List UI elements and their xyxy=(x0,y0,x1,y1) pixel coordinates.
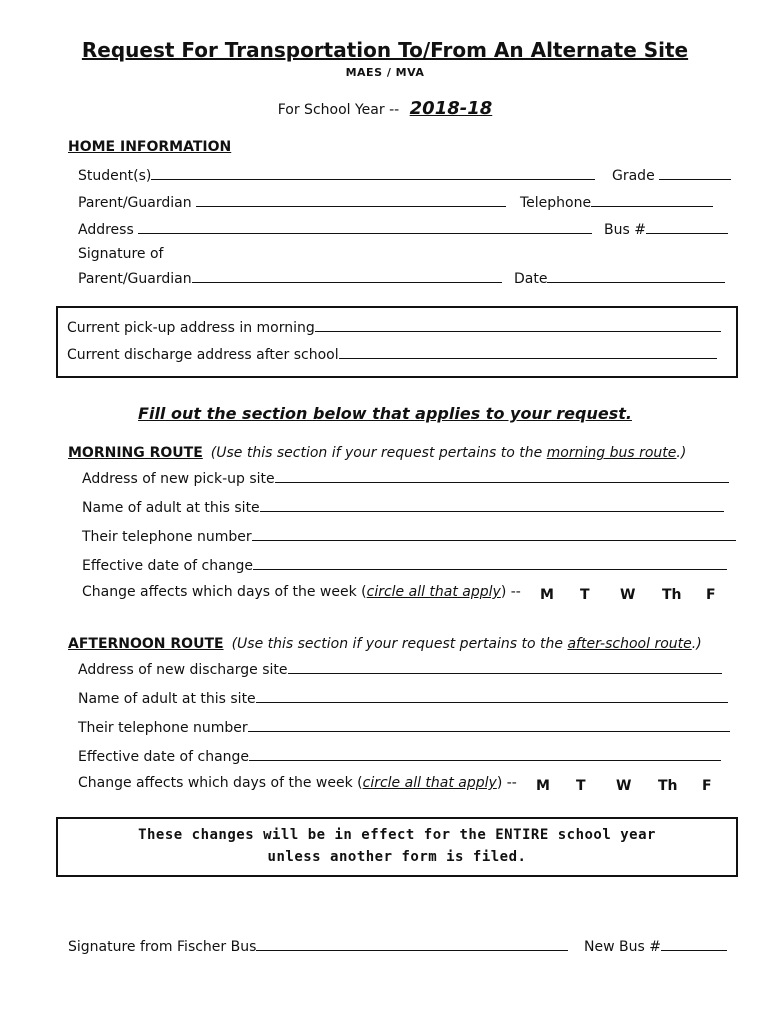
afternoon-field-3 xyxy=(78,717,730,736)
parent-sig-label: Parent/Guardian xyxy=(78,271,192,287)
fill-out-heading: Fill out the section below that applies to your request. xyxy=(138,404,632,423)
grade-label: Grade xyxy=(612,168,655,184)
afternoon-route-heading-row xyxy=(68,633,702,652)
morning-day-f[interactable]: F xyxy=(706,587,716,603)
afternoon-field-1 xyxy=(78,659,722,678)
morning-route-heading: MORNING ROUTE xyxy=(68,445,203,461)
afternoon-new-discharge-label: Address of new discharge site xyxy=(78,662,288,678)
morning-new-pickup-label: Address of new pick-up site xyxy=(82,471,275,487)
morning-field-3 xyxy=(82,526,736,545)
afternoon-adult-label: Name of adult at this site xyxy=(78,691,256,707)
new-bus-row xyxy=(584,936,727,955)
address-label: Address xyxy=(78,222,134,238)
address-field[interactable] xyxy=(138,219,592,234)
afternoon-day-m[interactable]: M xyxy=(536,778,550,794)
afternoon-days-row xyxy=(78,775,517,791)
school-year-label: For School Year -- xyxy=(277,102,400,118)
morning-instructions: (Use this section if your request pertains to the morning bus route.) xyxy=(210,445,687,461)
morning-date-label: Effective date of change xyxy=(82,558,254,574)
morning-days-row xyxy=(82,584,521,600)
parent-label: Parent/Guardian xyxy=(78,195,192,211)
new-bus-label: New Bus # xyxy=(584,939,661,955)
current-pickup-label: Current pick-up address in morning xyxy=(67,320,315,336)
parent-row xyxy=(78,192,506,211)
school-year-value: 2018-18 xyxy=(409,98,493,119)
morning-days-label-post: ) -- xyxy=(500,584,521,600)
afternoon-day-th[interactable]: Th xyxy=(658,778,678,794)
morning-days-label-pre: Change affects which days of the week ( xyxy=(82,584,367,600)
form-subtitle: MAES / MVA xyxy=(345,66,425,79)
afternoon-new-discharge-field[interactable] xyxy=(288,659,722,674)
morning-days-link: circle all that apply xyxy=(366,584,501,600)
bus-label: Bus # xyxy=(604,222,646,238)
afternoon-date-label: Effective date of change xyxy=(78,749,250,765)
current-pickup-row xyxy=(67,317,721,336)
parent-sig-row xyxy=(78,268,502,287)
afternoon-days xyxy=(536,775,712,794)
signature-of-label: Signature of xyxy=(78,246,164,262)
afternoon-route-heading: AFTERNOON ROUTE xyxy=(68,636,224,652)
fischer-signature-row xyxy=(68,936,568,955)
morning-day-w[interactable]: W xyxy=(620,587,636,603)
afternoon-adult-field[interactable] xyxy=(256,688,728,703)
students-field[interactable] xyxy=(151,165,595,180)
afternoon-day-t[interactable]: T xyxy=(576,778,586,794)
afternoon-date-field[interactable] xyxy=(249,746,721,761)
parent-field[interactable] xyxy=(196,192,506,207)
grade-field[interactable] xyxy=(659,165,731,180)
home-info-heading: HOME INFORMATION xyxy=(68,139,232,155)
telephone-row xyxy=(520,192,713,211)
afternoon-phone-field[interactable] xyxy=(248,717,730,732)
students-label: Student(s) xyxy=(78,168,152,184)
morning-date-field[interactable] xyxy=(253,555,727,570)
date-label: Date xyxy=(514,271,548,287)
fischer-signature-field[interactable] xyxy=(256,936,568,951)
notice-line-1: These changes will be in effect for the ENTIRE school year xyxy=(138,827,656,843)
new-bus-field[interactable] xyxy=(661,936,727,951)
morning-adult-label: Name of adult at this site xyxy=(82,500,260,516)
telephone-field[interactable] xyxy=(591,192,713,207)
fischer-signature-label: Signature from Fischer Bus xyxy=(68,939,257,955)
morning-field-1 xyxy=(82,468,729,487)
afternoon-field-4 xyxy=(78,746,721,765)
morning-new-pickup-field[interactable] xyxy=(275,468,729,483)
afternoon-phone-label: Their telephone number xyxy=(78,720,248,736)
morning-day-t[interactable]: T xyxy=(580,587,590,603)
current-pickup-field[interactable] xyxy=(315,317,721,332)
morning-phone-field[interactable] xyxy=(252,526,736,541)
parent-sig-field[interactable] xyxy=(192,268,502,283)
date-row xyxy=(514,268,725,287)
morning-day-m[interactable]: M xyxy=(540,587,554,603)
afternoon-field-2 xyxy=(78,688,728,707)
morning-day-th[interactable]: Th xyxy=(662,587,682,603)
afternoon-days-link: circle all that apply xyxy=(362,775,497,791)
morning-route-heading-row xyxy=(68,442,686,461)
morning-field-2 xyxy=(82,497,724,516)
afternoon-instructions: (Use this section if your request pertains to the after-school route.) xyxy=(231,636,702,652)
bus-row xyxy=(604,219,728,238)
current-discharge-label: Current discharge address after school xyxy=(67,347,339,363)
students-row xyxy=(78,165,595,184)
date-field[interactable] xyxy=(547,268,725,283)
afternoon-days-label-pre: Change affects which days of the week ( xyxy=(78,775,363,791)
morning-adult-field[interactable] xyxy=(260,497,724,512)
form-title: Request For Transportation To/From An Alternate Site xyxy=(81,38,689,62)
afternoon-days-label-post: ) -- xyxy=(496,775,517,791)
address-row xyxy=(78,219,592,238)
telephone-label: Telephone xyxy=(520,195,592,211)
bus-field[interactable] xyxy=(646,219,728,234)
morning-days xyxy=(540,584,716,603)
school-year-row xyxy=(0,98,770,119)
morning-phone-label: Their telephone number xyxy=(82,529,252,545)
current-discharge-field[interactable] xyxy=(339,344,717,359)
afternoon-day-w[interactable]: W xyxy=(616,778,632,794)
grade-row xyxy=(612,165,731,184)
afternoon-day-f[interactable]: F xyxy=(702,778,712,794)
morning-field-4 xyxy=(82,555,727,574)
notice-line-2: unless another form is filed. xyxy=(267,849,527,865)
current-discharge-row xyxy=(67,344,717,363)
